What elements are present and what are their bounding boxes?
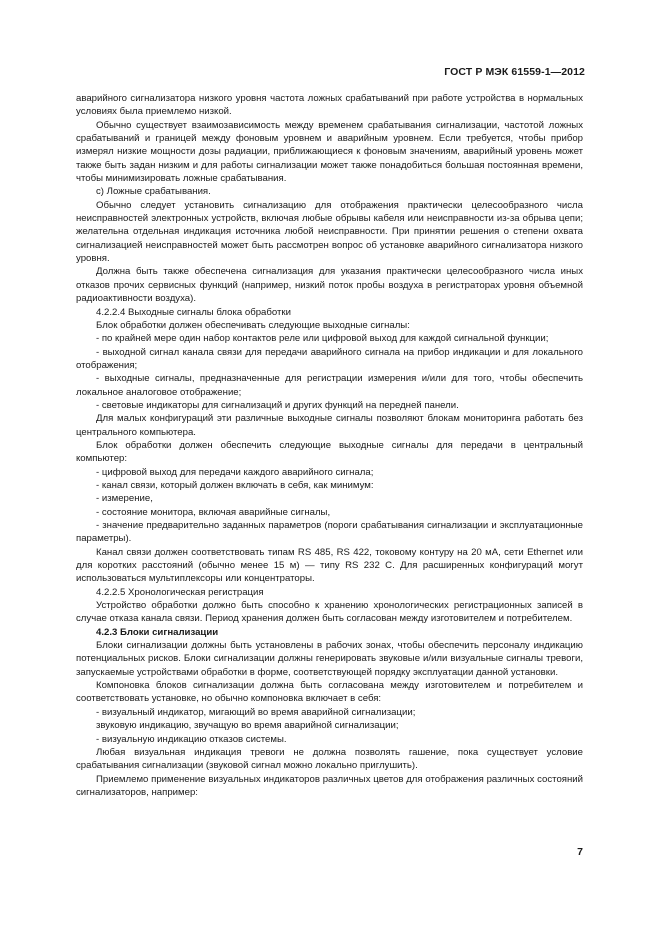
paragraph: c) Ложные срабатывания. (96, 186, 211, 198)
paragraph: - измерение, (96, 493, 153, 505)
paragraph: - цифровой выход для передачи каждого аварийного сигнала; (96, 466, 374, 478)
paragraph: Обычно существует взаимозависимость между временем срабатывания сигнализации, частотой ложных срабатываний и границей между фоновым уровнем и аварийным уровнем. Если требуется, чтобы прибор измерял низкие мощности дозы радиации, приближающиеся к фоновым значениям, аварийный уровень может также быть задан низким и для работы сигнализации может также понадобиться большая постоянная времени, чтобы минимизировать ложные срабатывания. (76, 119, 583, 185)
paragraph: Обычно следует установить сигнализацию для отображения практически целесообразного числа неисправностей электронных устройств, включая любые обрывы кабеля или неисправности из-за обрыва цепи; желательна отдельная индикация источника любой неисправности. При принятии решения о степени охвата сигнализацией неисправностей может быть рассмотрен вопрос об установке аварийного сигнализатора низкого уровня. (76, 199, 583, 265)
paragraph: Блок обработки должен обеспечить следующие выходные сигналы для передачи в центральный компьютер: (76, 439, 583, 465)
paragraph: - состояние монитора, включая аварийные сигналы, (96, 506, 331, 518)
paragraph: Блоки сигнализации должны быть установлены в рабочих зонах, чтобы обеспечить персоналу индикацию потенциальных рисков. Блоки сигнализации должны генерировать звуковые и/или визуальные сигналы тревоги, запускаемые устройствами обработки в форме, соответствующей порядку эксплуатации данной установки. (76, 640, 583, 678)
paragraph: Приемлемо применение визуальных индикаторов различных цветов для отображения различных состояний сигнализаторов, например: (76, 773, 583, 798)
paragraph: Любая визуальная индикация тревоги не должна позволять гашение, пока существует условие срабатывания сигнализации (звуковой сигнал можно локально приглушить). (76, 746, 583, 772)
paragraph: - значение предварительно заданных параметров (пороги срабатывания сигнализации и эксплуатационные параметры). (76, 520, 583, 545)
paragraph: - визуальную индикацию отказов системы. (96, 733, 287, 745)
paragraph: аварийного сигнализатора низкого уровня частота ложных срабатываний при работе устройства в нормальных условиях была приемлемо низкой. (76, 93, 583, 118)
section-heading: 4.2.3 Блоки сигнализации (96, 626, 219, 638)
document-header: ГОСТ Р МЭК 61559-1—2012 (444, 66, 585, 78)
paragraph: - по крайней мере один набор контактов реле или цифровой выход для каждой сигнальной функции; (96, 333, 549, 345)
paragraph: Устройство обработки должно быть способно к хранению хронологических регистрационных записей в случае отказа канала связи. Период хранения должен быть согласован между изготовителем и потребителем. (76, 600, 583, 625)
body-text (76, 92, 583, 799)
page-number: 7 (577, 846, 583, 858)
paragraph: звуковую индикацию, звучащую во время аварийной сигнализации; (96, 720, 399, 732)
paragraph: 4.2.2.4 Выходные сигналы блока обработки (96, 306, 291, 318)
paragraph: - выходные сигналы, предназначенные для регистрации измерения и/или для того, чтобы обеспечить локальное аналоговое отображение; (76, 373, 583, 398)
paragraph: Канал связи должен соответствовать типам RS 485, RS 422, токовому контуру на 20 мА, сети Ethernet или для коротких расстояний (обычно менее 15 м) — типу RS 232 C. Для расширенных конфигураций могут использоваться мультиплексоры или концентраторы. (76, 546, 583, 585)
paragraph: Для малых конфигураций эти различные выходные сигналы позволяют блокам мониторинга работать без центрального компьютера. (76, 413, 583, 438)
paragraph: - визуальный индикатор, мигающий во время аварийной сигнализации; (96, 706, 416, 718)
paragraph: - канал связи, который должен включать в себя, как минимум: (96, 479, 374, 491)
paragraph: Компоновка блоков сигнализации должна быть согласована между изготовителем и потребителем и соответствовать установке, но обычно компоновка включает в себя: (76, 680, 583, 705)
paragraph: - выходной сигнал канала связи для передачи аварийного сигнала на прибор индикации и для локального отображения; (76, 346, 583, 371)
paragraph: - световые индикаторы для сигнализаций и других функций на передней панели. (96, 399, 459, 411)
paragraph: Должна быть также обеспечена сигнализация для указания практически целесообразного числа иных отказов прочих сервисных функций (например, низкий поток пробы воздуха в регистраторах уровня объемной радиоактивности воздуха). (76, 266, 583, 305)
paragraph: Блок обработки должен обеспечивать следующие выходные сигналы: (96, 319, 410, 331)
paragraph: 4.2.2.5 Хронологическая регистрация (96, 586, 264, 598)
